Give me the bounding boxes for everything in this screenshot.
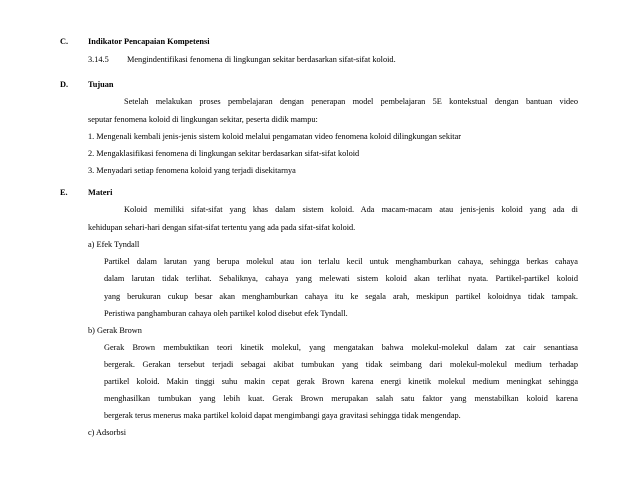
material-paragraph-line-2: kehidupan sehari-hari dengan sifat-sifat tertentu yang ada pada sifat-sifat koloid. [88, 223, 356, 232]
objective-item: 1. Mengenali kembali jenis-jenis sistem koloid melalui pengamatan video fenomena koloid dilingkungan sekitar [88, 132, 462, 141]
brown-text-line: bergerak terus menerus maka partikel koloid dapat mengimbangi gaya gravitasi sehingga tidak mengendap. [104, 411, 461, 420]
tyndall-text-line: dalam larutan tidak terlihat. Sebaliknya, cahaya yang melewati sistem koloid akan terlihat nyata. Partikel-partikel koloid [104, 274, 578, 283]
tyndall-text-line: Partikel dalam larutan yang berupa molekul atau ion terlalu kecil untuk menghamburkan cahaya, sehingga berkas cahaya [104, 257, 578, 266]
tyndall-text-line: yang berukuran cukup besar akan menghamburkan cahaya itu ke segala arah, meskipun partikel koloidnya tidak tampak. [104, 292, 578, 301]
section-e-title: Materi [88, 188, 113, 197]
subsection-a-label: a) Efek Tyndall [88, 240, 140, 249]
objective-paragraph-line-1: Setelah melakukan proses pembelajaran dengan penerapan model pembelajaran 5E kontekstual dengan bantuan video [124, 97, 578, 106]
objective-item: 3. Menyadari setiap fenomena koloid yang terjadi disekitarnya [88, 166, 296, 175]
section-c-title: Indikator Pencapaian Kompetensi [88, 37, 210, 46]
indicator-code: 3.14.5 [88, 55, 109, 64]
material-paragraph-line-1: Koloid memiliki sifat-sifat yang khas dalam sistem koloid. Ada macam-macam atau jenis-jenis koloid yang ada di [124, 205, 578, 214]
objective-item: 2. Mengaklasifikasi fenomena di lingkungan sekitar berdasarkan sifat-sifat koloid [88, 149, 360, 158]
section-d-title: Tujuan [88, 80, 114, 89]
subsection-c-label: c) Adsorbsi [88, 428, 127, 437]
section-d-letter: D. [60, 80, 69, 89]
tyndall-text-line: Peristiwa panghamburan cahaya oleh partikel kolod disebut efek Tyndall. [104, 309, 348, 318]
subsection-b-label: b) Gerak Brown [88, 326, 142, 335]
section-e-letter: E. [60, 188, 68, 197]
section-c-letter: C. [60, 37, 69, 46]
indicator-text: Mengindentifikasi fenomena di lingkungan sekitar berdasarkan sifat-sifat koloid. [127, 55, 396, 64]
objective-paragraph-line-2: seputar fenomena koloid di lingkungan sekitar, peserta didik mampu: [88, 115, 318, 124]
brown-text-line: bergerak. Gerakan tersebut terjadi sebagai akibat tumbukan yang tidak seimbang dari molekul-molekul medium terhadap [104, 360, 578, 369]
brown-text-line: Gerak Brown membuktikan teori kinetik molekul, yang mengatakan bahwa molekul-molekul dalam zat cair senantiasa [104, 343, 578, 352]
brown-text-line: partikel koloid. Makin tinggi suhu makin cepat gerak Brown karena energi kinetik molekul medium meningkat sehingga [104, 377, 578, 386]
brown-text-line: menghasilkan tumbukan yang lebih kuat. Gerak Brown merupakan salah satu faktor yang menstabilkan koloid karena [104, 394, 578, 403]
